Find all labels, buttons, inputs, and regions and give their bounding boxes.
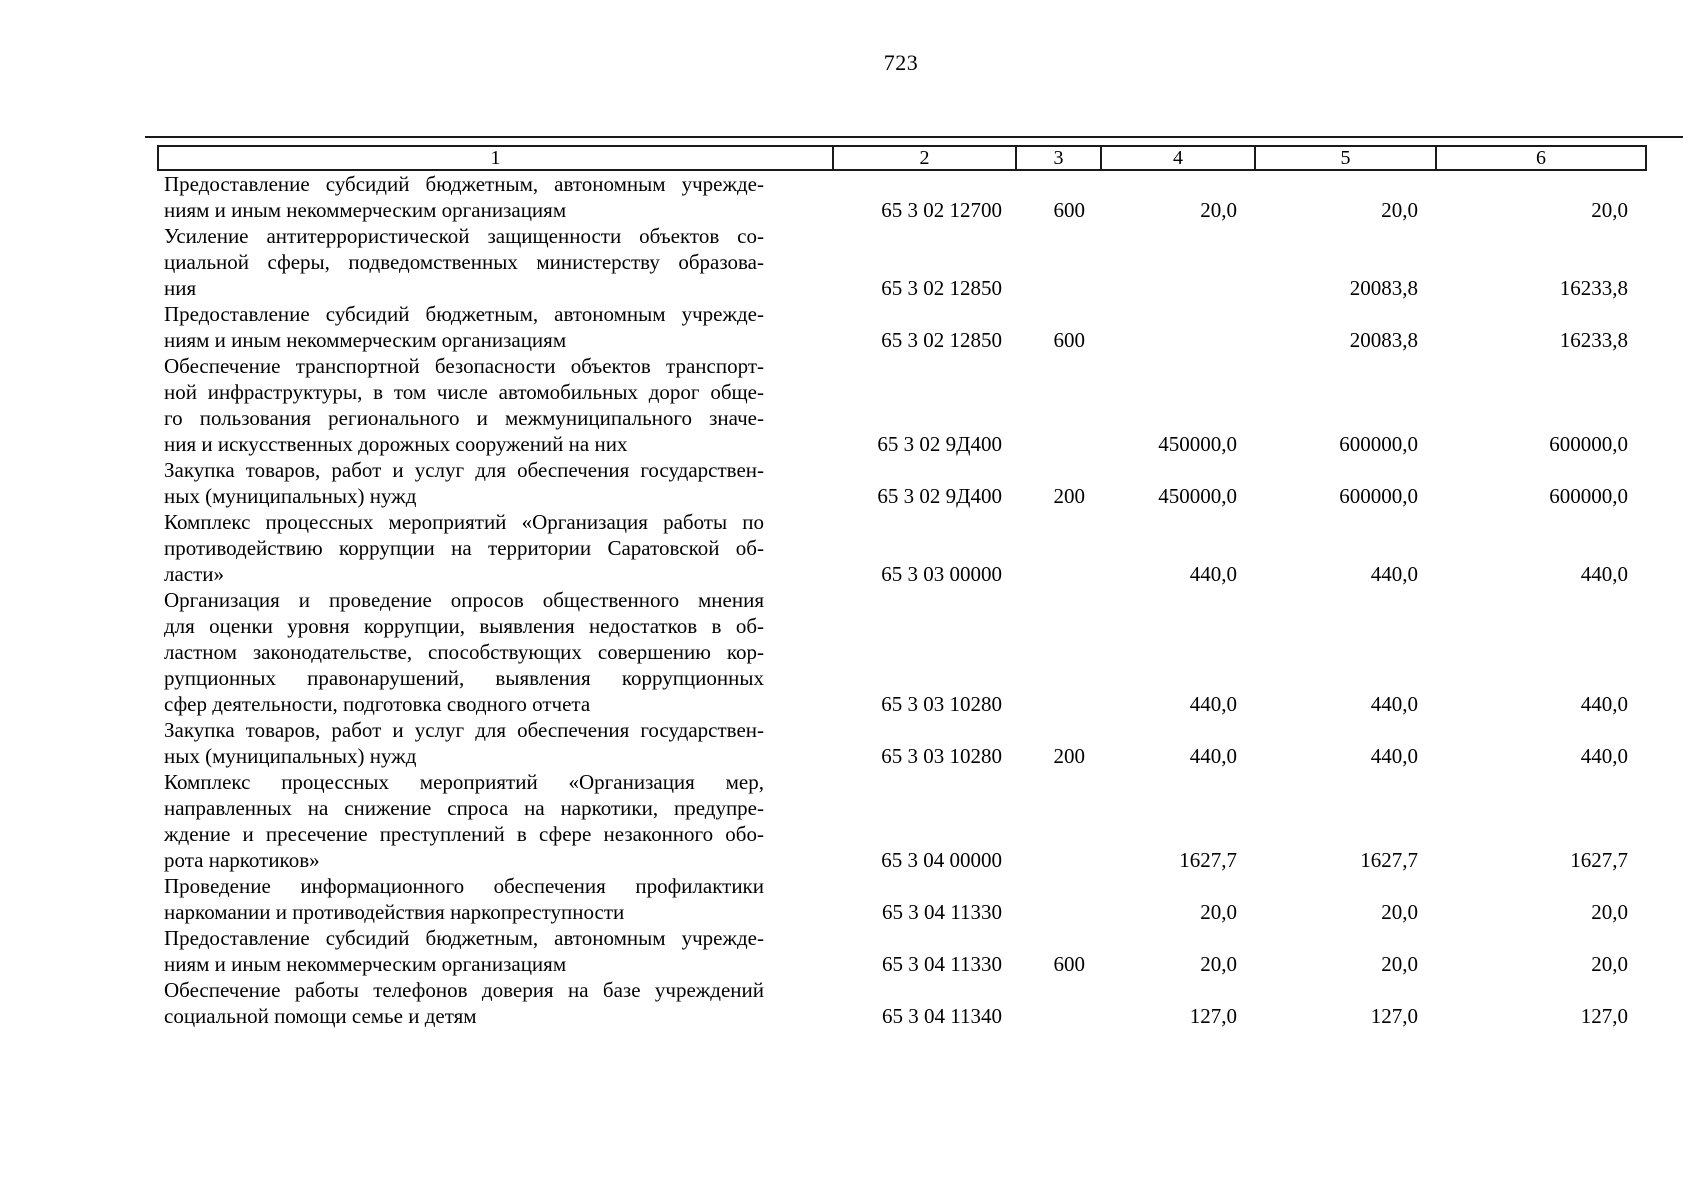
description-line: социальной помощи семье и детям: [164, 1004, 477, 1028]
cell-expense-type: 600: [1053, 198, 1085, 222]
description-line: Обеспечение работы телефонов доверия на базе учреждений: [164, 978, 764, 1002]
description-line: рота наркотиков»: [164, 848, 320, 872]
cell-amount: 600000,0: [1549, 484, 1628, 508]
table-row: [158, 509, 1646, 587]
cell-description: [158, 301, 833, 353]
description-line: ной инфраструктуры, в том числе автомобильных дорог обще-: [164, 380, 764, 404]
cell-expense-type: 600: [1053, 952, 1085, 976]
cell-expense-type: 200: [1053, 484, 1085, 508]
cell-expense-type: [1016, 873, 1101, 925]
cell-target-code: 65 3 02 9Д400: [877, 484, 1002, 508]
cell-amount: 440,0: [1189, 562, 1237, 586]
cell-amount: 440,0: [1370, 562, 1418, 586]
description-line: ния: [164, 276, 197, 300]
cell-description: [158, 769, 833, 873]
cell-amount: 600000,0: [1549, 432, 1628, 456]
table-top-rule: [145, 136, 1683, 138]
budget-table: [157, 145, 1647, 1029]
description-line: Организация и проведение опросов общественного мнения: [164, 588, 764, 612]
cell-amount: 450000,0: [1158, 432, 1237, 456]
cell-amount: 440,0: [1370, 744, 1418, 768]
cell-amount: 440,0: [1580, 562, 1628, 586]
description-line: направленных на снижение спроса на наркотики, предупре-: [164, 796, 764, 820]
cell-amount: 20,0: [1591, 900, 1628, 924]
cell-description: [158, 587, 833, 717]
description-line: ниям и иным некоммерческим организациям: [164, 328, 567, 352]
cell-expense-type: [1016, 977, 1101, 1029]
cell-amount: 600000,0: [1339, 484, 1418, 508]
description-line: Обеспечение транспортной безопасности объектов транспорт-: [164, 354, 764, 378]
description-line: Предоставление субсидий бюджетным, автономным учрежде-: [164, 926, 764, 950]
cell-expense-type: [1016, 353, 1101, 457]
description-line: го пользования регионального и межмуниципального значе-: [164, 406, 764, 430]
cell-amount: [1101, 301, 1255, 353]
description-line: Усиление антитеррористической защищенности объектов со-: [164, 224, 764, 248]
cell-amount: 440,0: [1189, 744, 1237, 768]
description-line: ждение и пресечение преступлений в сфере незаконного обо-: [164, 822, 764, 846]
cell-target-code: 65 3 04 00000: [881, 848, 1002, 872]
description-line: ния и искусственных дорожных сооружений на них: [164, 432, 628, 456]
cell-amount: 20,0: [1591, 198, 1628, 222]
description-line: ных (муниципальных) нужд: [164, 744, 417, 768]
column-header: 4: [1101, 146, 1255, 170]
description-line: ластном законодательстве, способствующих совершению кор-: [164, 640, 764, 664]
cell-target-code: 65 3 03 00000: [881, 562, 1002, 586]
description-line: наркомании и противодействия наркопреступности: [164, 900, 625, 924]
cell-amount: 600000,0: [1339, 432, 1418, 456]
column-header: 6: [1436, 146, 1646, 170]
cell-expense-type: 200: [1053, 744, 1085, 768]
cell-amount: 1627,7: [1179, 848, 1237, 872]
description-line: сфер деятельности, подготовка сводного отчета: [164, 692, 591, 716]
cell-amount: 440,0: [1580, 744, 1628, 768]
cell-expense-type: 600: [1053, 328, 1085, 352]
table-row: [158, 925, 1646, 977]
cell-amount: 1627,7: [1360, 848, 1418, 872]
column-header: 3: [1016, 146, 1101, 170]
cell-amount: 127,0: [1370, 1004, 1418, 1028]
table-row: [158, 353, 1646, 457]
cell-amount: 16233,8: [1559, 276, 1628, 300]
cell-target-code: 65 3 03 10280: [881, 744, 1002, 768]
table-row: [158, 170, 1646, 223]
description-line: для оценки уровня коррупции, выявления недостатков в об-: [164, 614, 764, 638]
table-row: [158, 587, 1646, 717]
cell-expense-type: [1016, 769, 1101, 873]
cell-amount: 20,0: [1381, 952, 1418, 976]
description-line: Предоставление субсидий бюджетным, автономным учрежде-: [164, 172, 764, 196]
cell-description: [158, 925, 833, 977]
cell-description: [158, 977, 833, 1029]
table-header: [158, 146, 1646, 170]
cell-amount: [1101, 223, 1255, 301]
cell-amount: 20,0: [1381, 900, 1418, 924]
cell-amount: 20,0: [1381, 198, 1418, 222]
cell-target-code: 65 3 02 12850: [881, 328, 1002, 352]
cell-target-code: 65 3 02 9Д400: [877, 432, 1002, 456]
cell-amount: 440,0: [1189, 692, 1237, 716]
page-number: 723: [883, 50, 919, 75]
cell-amount: 440,0: [1580, 692, 1628, 716]
cell-amount: 20,0: [1200, 900, 1237, 924]
description-line: циальной сферы, подведомственных министерству образова-: [164, 250, 764, 274]
table-row: [158, 457, 1646, 509]
table-row: [158, 717, 1646, 769]
cell-description: [158, 170, 833, 223]
cell-expense-type: [1016, 587, 1101, 717]
description-line: Закупка товаров, работ и услуг для обеспечения государствен-: [164, 458, 764, 482]
table-row: [158, 301, 1646, 353]
cell-target-code: 65 3 04 11340: [882, 1004, 1002, 1028]
description-line: Проведение информационного обеспечения профилактики: [164, 874, 764, 898]
table-row: [158, 873, 1646, 925]
description-line: рупционных правонарушений, выявления коррупционных: [164, 666, 764, 690]
table-row: [158, 223, 1646, 301]
cell-description: [158, 717, 833, 769]
cell-target-code: 65 3 03 10280: [881, 692, 1002, 716]
cell-amount: 1627,7: [1570, 848, 1628, 872]
column-header: 2: [833, 146, 1016, 170]
cell-target-code: 65 3 02 12700: [881, 198, 1002, 222]
description-line: Предоставление субсидий бюджетным, автономным учрежде-: [164, 302, 764, 326]
description-line: противодействию коррупции на территории Саратовской об-: [164, 536, 764, 560]
cell-amount: 127,0: [1189, 1004, 1237, 1028]
cell-target-code: 65 3 04 11330: [882, 952, 1002, 976]
column-header: 5: [1255, 146, 1436, 170]
cell-expense-type: [1016, 223, 1101, 301]
cell-target-code: 65 3 04 11330: [882, 900, 1002, 924]
cell-amount: 20,0: [1200, 198, 1237, 222]
cell-amount: 16233,8: [1559, 328, 1628, 352]
cell-amount: 440,0: [1370, 692, 1418, 716]
cell-description: [158, 223, 833, 301]
cell-amount: 20083,8: [1349, 276, 1418, 300]
cell-amount: 20,0: [1200, 952, 1237, 976]
cell-amount: 450000,0: [1158, 484, 1237, 508]
cell-description: [158, 873, 833, 925]
description-line: Комплекс процессных мероприятий «Организация мер,: [164, 770, 764, 794]
table-row: [158, 977, 1646, 1029]
cell-target-code: 65 3 02 12850: [881, 276, 1002, 300]
cell-amount: 127,0: [1580, 1004, 1628, 1028]
cell-description: [158, 353, 833, 457]
cell-description: [158, 457, 833, 509]
cell-description: [158, 509, 833, 587]
cell-amount: 20083,8: [1349, 328, 1418, 352]
description-line: ниям и иным некоммерческим организациям: [164, 952, 567, 976]
table-body: [158, 170, 1646, 1029]
cell-expense-type: [1016, 509, 1101, 587]
column-header: 1: [158, 146, 833, 170]
table-header-row: [158, 146, 1646, 170]
description-line: Закупка товаров, работ и услуг для обеспечения государствен-: [164, 718, 764, 742]
description-line: Комплекс процессных мероприятий «Организация работы по: [164, 510, 764, 534]
table-row: [158, 769, 1646, 873]
description-line: ниям и иным некоммерческим организациям: [164, 198, 567, 222]
description-line: ных (муниципальных) нужд: [164, 484, 417, 508]
description-line: ласти»: [164, 562, 225, 586]
cell-amount: 20,0: [1591, 952, 1628, 976]
